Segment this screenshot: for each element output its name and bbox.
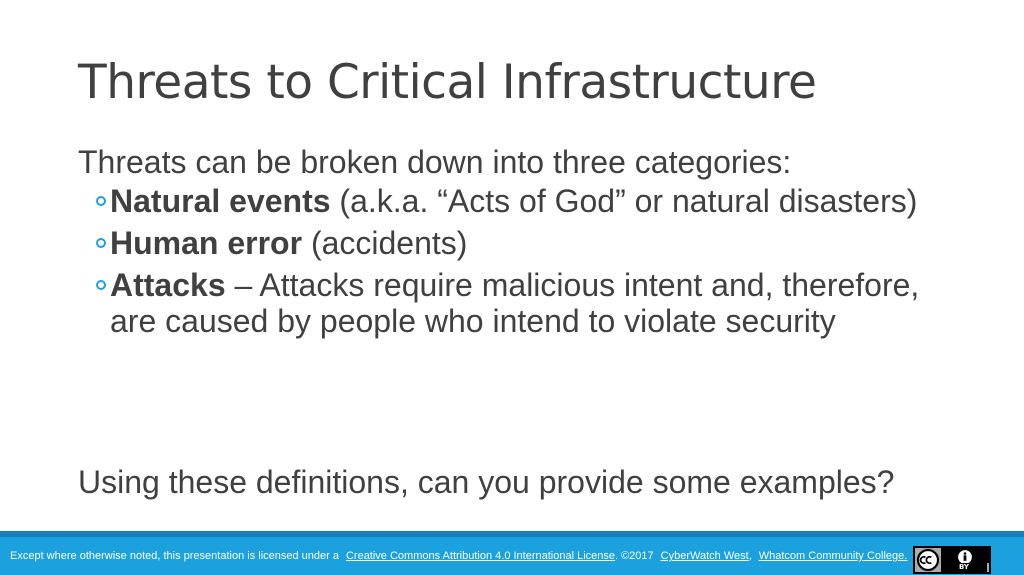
closing-question: Using these definitions, can you provide some examples? <box>78 464 895 500</box>
bullet-text: (a.k.a. “Acts of God” or natural disasters) <box>330 183 918 219</box>
slide-body <box>78 142 978 345</box>
copyright-text: ©2017 <box>621 550 654 562</box>
intro-text: Threats can be broken down into three categories: <box>78 144 792 180</box>
bullet-item-human-error <box>78 225 948 261</box>
license-period: . <box>615 550 619 562</box>
bullet-term: Attacks <box>110 267 226 303</box>
slide-title: Threats to Critical Infrastructure <box>78 55 817 110</box>
cc-by-license-icon[interactable] <box>913 546 991 574</box>
bullet-term: Human error <box>110 225 303 261</box>
license-footer <box>0 531 1024 575</box>
bullet-circle-icon <box>96 238 106 248</box>
license-prefix-text: Except where otherwise noted, this presentation is licensed under a <box>10 550 339 562</box>
bullet-item-attacks <box>78 267 948 339</box>
bullet-circle-icon <box>96 280 106 290</box>
bullet-text: – Attacks require malicious intent and, therefore, are caused by people who intend to violate security <box>110 267 920 339</box>
bullet-text: (accidents) <box>302 225 468 261</box>
org-comma: , <box>748 550 752 562</box>
license-link[interactable]: Creative Commons Attribution 4.0 International License <box>345 550 616 562</box>
bullet-item-natural-events <box>78 183 948 219</box>
college-link[interactable]: Whatcom Community College. <box>758 550 908 562</box>
org-link[interactable]: CyberWatch West <box>660 550 749 562</box>
bullet-list <box>78 183 978 339</box>
cc-by-label: BY <box>941 563 987 572</box>
bullet-circle-icon <box>96 196 106 206</box>
bullet-term: Natural events <box>110 183 331 219</box>
